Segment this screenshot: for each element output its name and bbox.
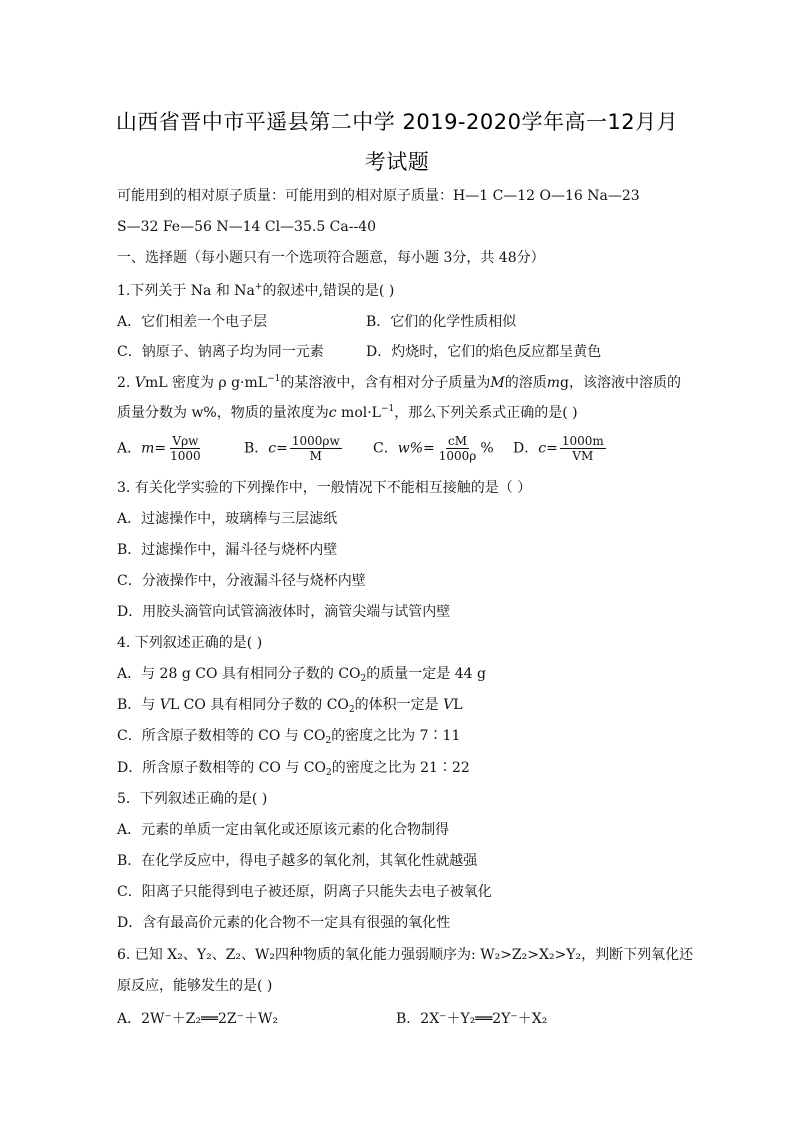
q2-option-b [244, 434, 344, 463]
q2-l2-text-a: 质量分数为 w%，物质的量浓度为 [117, 405, 329, 421]
q6-stem-line2: 原反应，能够发生的是( ) [117, 978, 273, 994]
q5-option-a: A．元素的单质一定由氧化或还原该元素的化合物制得 [117, 822, 450, 838]
q3-option-b: B．过滤操作中，漏斗径与烧杯内壁 [117, 542, 338, 558]
q1-stem [117, 282, 684, 300]
q4-a-sub: 2 [360, 674, 367, 684]
q2-stem-line2 [117, 404, 684, 422]
q3-option-c: C．分液操作中，分液漏斗径与烧杯内壁 [117, 573, 366, 589]
q2-c-den: 1000ρ [438, 449, 477, 463]
exam-title-line2: 考试题 [364, 150, 430, 174]
q4-d-text-a: D．所含原子数相等的 CO 与 CO [117, 760, 326, 776]
q2-d-fraction [560, 434, 606, 463]
q5-option-b: B．在化学反应中，得电子越多的氧化剂，其氧化性就越强 [117, 853, 478, 869]
q2-a-fraction [168, 434, 203, 463]
q1-option-b: B．它们的化学性质相似 [366, 314, 517, 330]
q4-d-sub: 2 [325, 768, 332, 778]
q2-var-m-upper: M [490, 375, 505, 391]
q4-option-a [117, 665, 684, 683]
q4-option-d [117, 759, 684, 777]
q2-num: 2. [117, 375, 135, 391]
q2-c-fraction [437, 434, 479, 463]
q4-stem: 4. 下列叙述正确的是( ) [117, 635, 263, 651]
q2-var-c: c [328, 405, 337, 421]
q2-stem-line1 [117, 374, 684, 392]
q2-l2-text-b: mol·L [336, 405, 381, 421]
q4-c-sub: 2 [325, 736, 332, 746]
q2-d-lhs: c= [538, 440, 558, 457]
q4-b-text-c: 的体积一定是 [354, 697, 444, 713]
q2-l2-text-d: ，那么下列关系式正确的是( ) [394, 405, 578, 421]
q4-option-b [117, 696, 684, 714]
q5-option-c: C．阳离子只能得到电子被还原，阴离子只能失去电子被氧化 [117, 884, 492, 900]
q2-d-den: VM [572, 449, 594, 463]
q2-a-label: A． [117, 440, 142, 457]
q2-text-c: 的某溶液中，含有相对分子质量为 [280, 375, 491, 391]
q3-option-a: A．过滤操作中，玻璃棒与三层滤纸 [117, 511, 338, 527]
atomic-mass-line2: S—32 Fe—56 N—14 Cl—35.5 Ca--40 [117, 219, 377, 235]
atomic-mass-line1: 可能用到的相对原子质量：可能用到的相对原子质量：H—1 C—12 O—16 Na—23 [117, 188, 640, 204]
q1-stem-text-b: 的叙述中,错误的是( ) [262, 283, 395, 299]
q2-c-tail: % [480, 440, 494, 457]
exam-title-line1: 山西省晋中市平遥县第二中学 2019-2020学年高一12月月 [115, 110, 679, 134]
q1-option-c: C．钠原子、钠离子均为同一元素 [117, 344, 324, 360]
q1-option-d: D．灼烧时，它们的焰色反应都呈黄色 [366, 344, 602, 360]
q2-option-d [513, 434, 608, 463]
q6-option-a: A．2W⁻＋Z₂══2Z⁻＋W₂ [117, 1011, 279, 1027]
q2-a-num: Vρw [172, 434, 199, 448]
q2-sup-2: −1 [380, 404, 395, 414]
q4-b-var-v2: V [443, 697, 454, 713]
q2-text-e: g，该溶液中溶质的 [559, 375, 681, 391]
q3-stem: 3. 有关化学实验的下列操作中，一般情况下不能相互接触的是（ ） [117, 480, 532, 496]
q2-a-den: 1000 [170, 449, 201, 463]
q2-c-label: C． [373, 440, 398, 457]
q2-b-lhs: c= [268, 440, 288, 457]
q4-b-var-v: V [159, 697, 170, 713]
q2-a-lhs: m= [141, 440, 167, 457]
q4-b-text-a: B．与 [117, 697, 160, 713]
q2-text-d: 的溶质 [504, 375, 547, 391]
q2-c-lhs: w%= [397, 440, 435, 457]
q2-d-num: 1000m [561, 434, 604, 448]
q5-option-d: D．含有最高价元素的化合物不一定具有很强的氧化性 [117, 915, 451, 931]
q3-option-d: D．用胶头滴管向试管滴液体时，滴管尖端与试管内壁 [117, 604, 451, 620]
q4-c-text-a: C．所含原子数相等的 CO 与 CO [117, 728, 326, 744]
q4-a-text-a: A．与 28 g CO 具有相同分子数的 CO [117, 666, 361, 682]
q5-stem: 5．下列叙述正确的是( ) [117, 791, 268, 807]
q2-var-v: V [134, 375, 145, 391]
q2-sup-1: −1 [267, 374, 281, 384]
q2-option-c [373, 434, 494, 463]
q2-b-den: M [309, 449, 322, 463]
q2-var-m: m [546, 375, 560, 391]
q2-b-fraction [290, 434, 342, 463]
q2-d-label: D． [513, 440, 539, 457]
q1-stem-text-a: 1.下列关于 Na 和 Na [117, 283, 255, 299]
q2-b-label: B． [244, 440, 269, 457]
q2-b-num: 1000ρw [291, 434, 340, 448]
q4-b-text-b: L CO 具有相同分子数的 CO [169, 697, 349, 713]
q2-option-a [117, 434, 205, 463]
q2-c-num: cM [448, 434, 468, 448]
q4-b-text-d: L [453, 697, 463, 713]
q4-c-text-b: 的密度之比为 7∶11 [331, 728, 461, 744]
q4-option-c [117, 727, 684, 745]
q1-stem-sup: + [254, 282, 263, 292]
section-heading: 一、选择题（每小题只有一个选项符合题意，每小题 3分，共 48分） [117, 250, 545, 266]
q6-option-b: B．2X⁻＋Y₂══2Y⁻＋X₂ [396, 1011, 548, 1027]
q2-text-b: mL 密度为 ρ g·mL [144, 375, 268, 391]
q6-stem-line1: 6. 已知 X₂、Y₂、Z₂、W₂四种物质的氧化能力强弱顺序为: W₂>Z₂>X₂>Y₂，判断下列氧化还 [117, 947, 694, 963]
q4-b-sub: 2 [348, 705, 355, 715]
q4-d-text-b: 的密度之比为 21∶22 [331, 760, 470, 776]
q1-option-a: A．它们相差一个电子层 [117, 314, 268, 330]
q4-a-text-b: 的质量一定是 44 g [366, 666, 486, 682]
